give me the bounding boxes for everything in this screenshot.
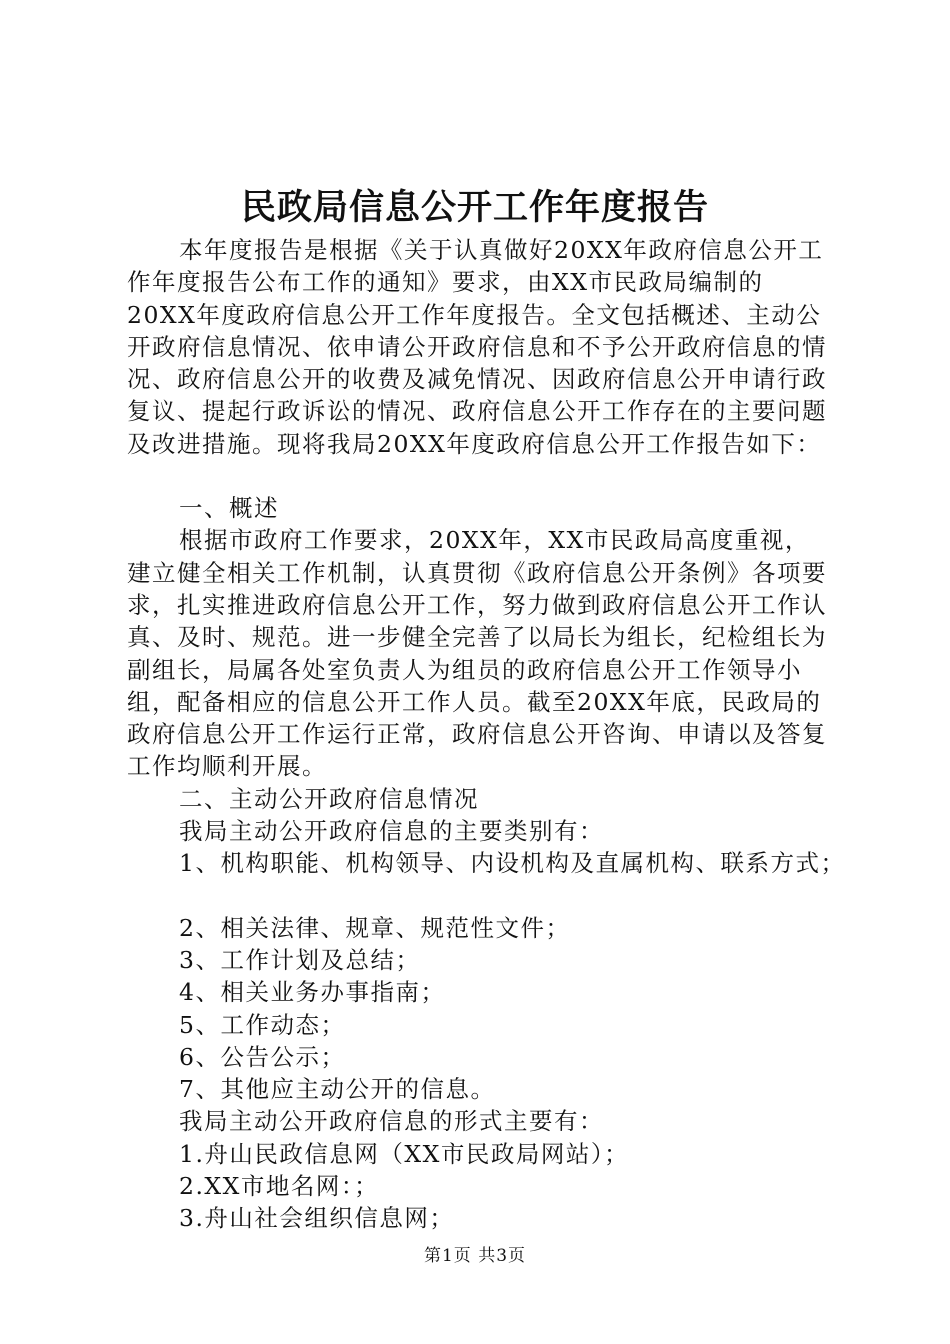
form-item-1: 1.舟山民政信息网（XX市民政局网站）； bbox=[179, 1139, 630, 1168]
category-item-6: 6、公告公示； bbox=[179, 1042, 346, 1071]
category-item-2: 2、相关法律、规章、规范性文件； bbox=[179, 913, 571, 942]
form-item-3: 3.舟山社会组织信息网； bbox=[179, 1204, 455, 1233]
category-item-1: 1、机构职能、机构领导、内设机构及直属机构、联系方式； bbox=[179, 849, 846, 878]
paragraph-spacer bbox=[127, 880, 827, 912]
section-1-heading: 一、概述 bbox=[179, 494, 279, 523]
forms-intro: 我局主动公开政府信息的形式主要有： bbox=[179, 1107, 604, 1136]
section-2-heading: 二、主动公开政府信息情况 bbox=[179, 784, 479, 813]
intro-paragraph: 本年度报告是根据《关于认真做好20XX年政府信息公开工作年度报告公布工作的通知》要求，由XX市民政局编制的20XX年度政府信息公开工作年度报告。全文包括概述、主动公开政府信息情况、依申请公开政府信息和不予公开政府信息的情况、政府信息公开的收费及减免情况、因政府信息公开申请行政复议、提起行政诉讼的情况、政府信息公开工作存在的主要问题及改进措施。现将我局20XX年度政府信息公开工作报告如下： bbox=[127, 236, 827, 458]
category-item-4: 4、相关业务办事指南； bbox=[179, 978, 446, 1007]
category-item-5: 5、工作动态； bbox=[179, 1010, 346, 1039]
form-item-2: 2.XX市地名网：； bbox=[179, 1172, 380, 1201]
category-item-3: 3、工作计划及总结； bbox=[179, 945, 421, 974]
document-body bbox=[127, 234, 846, 1235]
categories-intro: 我局主动公开政府信息的主要类别有： bbox=[179, 817, 604, 846]
section-1-paragraph: 根据市政府工作要求，20XX年，XX市民政局高度重视，建立健全相关工作机制，认真贯彻《政府信息公开条例》各项要求，扎实推进政府信息公开工作，努力做到政府信息公开工作认真、及时、规范。进一步健全完善了以局长为组长，纪检组长为副组长，局属各处室负责人为组员的政府信息公开工作领导小组，配备相应的信息公开工作人员。截至20XX年底，民政局的政府信息公开工作运行正常，政府信息公开咨询、申请以及答复工作均顺利开展。 bbox=[127, 526, 827, 781]
page-number-footer: 第1页 共3页 bbox=[423, 1246, 527, 1266]
paragraph-spacer bbox=[127, 460, 827, 492]
category-item-7: 7、其他应主动公开的信息。 bbox=[179, 1075, 496, 1104]
document-title: 民政局信息公开工作年度报告 bbox=[240, 187, 709, 228]
